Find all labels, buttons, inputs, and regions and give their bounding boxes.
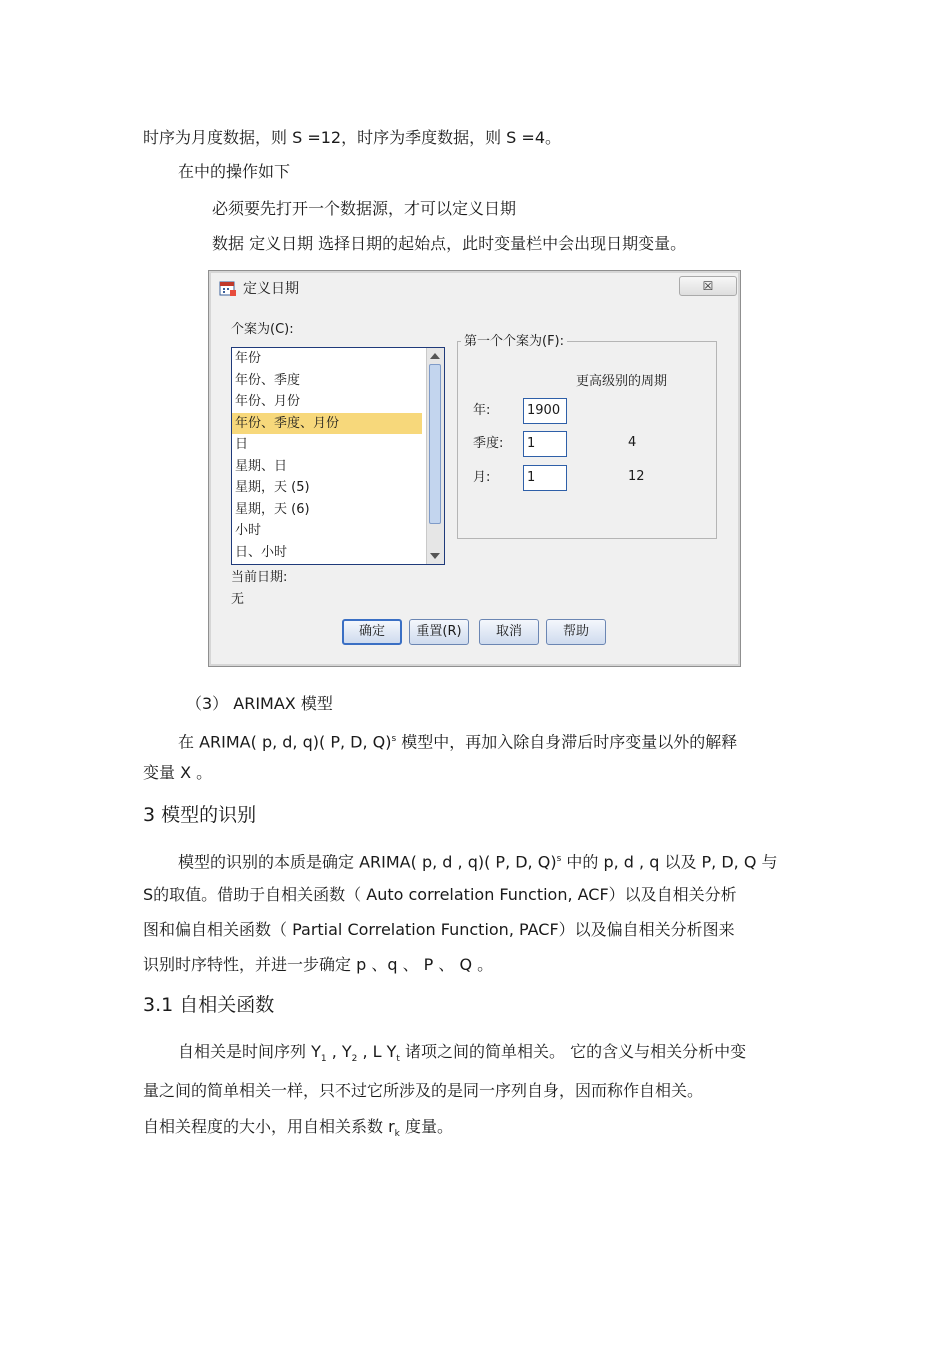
listbox-scrollbar[interactable] bbox=[426, 348, 444, 564]
section-3-heading: 3 模型的识别 bbox=[143, 804, 257, 826]
quarter-label: 季度: bbox=[473, 436, 504, 451]
section-3-line-4: 识别时序特性，并进一步确定 p 、q 、 P 、 Q 。 bbox=[143, 955, 494, 974]
cases-list-item[interactable]: 日 bbox=[235, 437, 249, 452]
sec31-sub-2: 2 bbox=[351, 1054, 358, 1065]
cases-list-item[interactable]: 星期，天 (5) bbox=[235, 480, 310, 495]
cases-listbox[interactable] bbox=[231, 347, 445, 565]
quarter-period: 4 bbox=[628, 435, 637, 450]
section-3-line-3: 图和偏自相关函数（ Partial Correlation Function, PACF）以及偏自相关分析图来 bbox=[143, 920, 735, 939]
sec3-text-a: 模型的识别的本质是确定 ARIMA( p, d , q)( P, D, Q) bbox=[178, 852, 557, 872]
year-field[interactable]: 1900 bbox=[523, 398, 567, 424]
sec31-sub-1: 1 bbox=[320, 1054, 327, 1065]
cases-list-item[interactable]: 年份、月份 bbox=[235, 394, 301, 409]
sec3-sup: s bbox=[556, 854, 562, 864]
cases-label: 个案为(C): bbox=[231, 322, 294, 337]
section-3-1-line-2: 量之间的简单相关一样，只不过它所涉及的是同一序列自身，因而称作自相关。 bbox=[143, 1081, 704, 1100]
scroll-thumb[interactable] bbox=[429, 364, 441, 524]
text-line-3: 必须要先打开一个数据源，才可以定义日期 bbox=[212, 199, 517, 218]
help-button[interactable]: 帮助 bbox=[546, 619, 606, 645]
quarter-field[interactable]: 1 bbox=[523, 431, 567, 457]
arimax-paragraph-line-2: 变量 X 。 bbox=[143, 763, 213, 782]
text-line-1: 时序为月度数据，则 S =12，时序为季度数据，则 S =4。 bbox=[143, 128, 562, 147]
sec31-text-m2: , L Y bbox=[357, 1042, 397, 1061]
section-3-line-2: S的取值。借助于自相关函数（ Auto correlation Function, ACF）以及自相关分析 bbox=[143, 885, 737, 904]
year-label: 年: bbox=[473, 403, 491, 418]
sec31-p3-sub: k bbox=[394, 1129, 400, 1140]
calendar-icon bbox=[219, 279, 237, 297]
cancel-button[interactable]: 取消 bbox=[479, 619, 539, 645]
sec3-text-b: 中的 p, d , q 以及 P, D, Q 与 bbox=[561, 852, 778, 872]
cases-list-item[interactable]: 星期，天 (6) bbox=[235, 501, 310, 517]
reset-button[interactable]: 重置(R) bbox=[409, 619, 469, 645]
scroll-down-icon[interactable] bbox=[430, 553, 440, 559]
current-date-label: 当前日期: bbox=[231, 570, 288, 585]
arimax-paragraph-line-1 bbox=[178, 728, 737, 753]
cases-list-item[interactable]: 小时 bbox=[235, 523, 262, 538]
arimax-text-b: 模型中，再加入除自身滞后时序变量以外的解释 bbox=[396, 732, 738, 752]
section-3-1-line-3 bbox=[143, 1116, 453, 1145]
ok-button[interactable]: 确定 bbox=[342, 619, 402, 645]
sec31-text-a: 自相关是时间序列 Y bbox=[178, 1042, 321, 1061]
text-line-2: 在中的操作如下 bbox=[178, 162, 291, 181]
sec31-p3-text-b: 度量。 bbox=[399, 1117, 453, 1136]
higher-period-label: 更高级别的周期 bbox=[576, 374, 668, 389]
month-period: 12 bbox=[628, 469, 645, 484]
cases-list-item[interactable]: 年份 bbox=[235, 351, 262, 366]
arimax-heading: （3） ARIMAX 模型 bbox=[186, 694, 333, 713]
arimax-text-a: 在 ARIMA( p, d, q)( P, D, Q) bbox=[178, 732, 392, 752]
sec31-sub-3: t bbox=[396, 1054, 400, 1065]
define-dates-dialog bbox=[208, 270, 741, 667]
arimax-sup: s bbox=[391, 734, 397, 744]
month-label: 月: bbox=[473, 470, 491, 485]
text-line-4: 数据 定义日期 选择日期的起始点，此时变量栏中会出现日期变量。 bbox=[212, 234, 687, 253]
cases-list-item[interactable]: 日、小时 bbox=[235, 544, 288, 560]
cases-list-item[interactable]: 年份、季度、月份 bbox=[232, 413, 422, 435]
close-button[interactable]: ☒ bbox=[679, 276, 737, 296]
current-date-value: 无 bbox=[231, 592, 245, 607]
month-field[interactable]: 1 bbox=[523, 465, 567, 491]
sec31-p3-text-a: 自相关程度的大小，用自相关系数 r bbox=[143, 1117, 395, 1136]
section-3-1-line-1 bbox=[178, 1041, 746, 1070]
scroll-up-icon[interactable] bbox=[430, 353, 440, 359]
dialog-title: 定义日期 bbox=[243, 281, 299, 297]
section-3-line-1 bbox=[178, 848, 778, 873]
first-case-label: 第一个个案为(F): bbox=[461, 334, 567, 350]
cases-list-item[interactable]: 年份、季度 bbox=[235, 372, 301, 388]
sec31-text-m1: , Y bbox=[326, 1042, 352, 1061]
sec31-text-b: 诸项之间的简单相关。 它的含义与相关分析中变 bbox=[399, 1042, 747, 1061]
section-3-1-heading: 3.1 自相关函数 bbox=[143, 994, 275, 1016]
cases-list-item[interactable]: 星期、日 bbox=[235, 458, 288, 474]
